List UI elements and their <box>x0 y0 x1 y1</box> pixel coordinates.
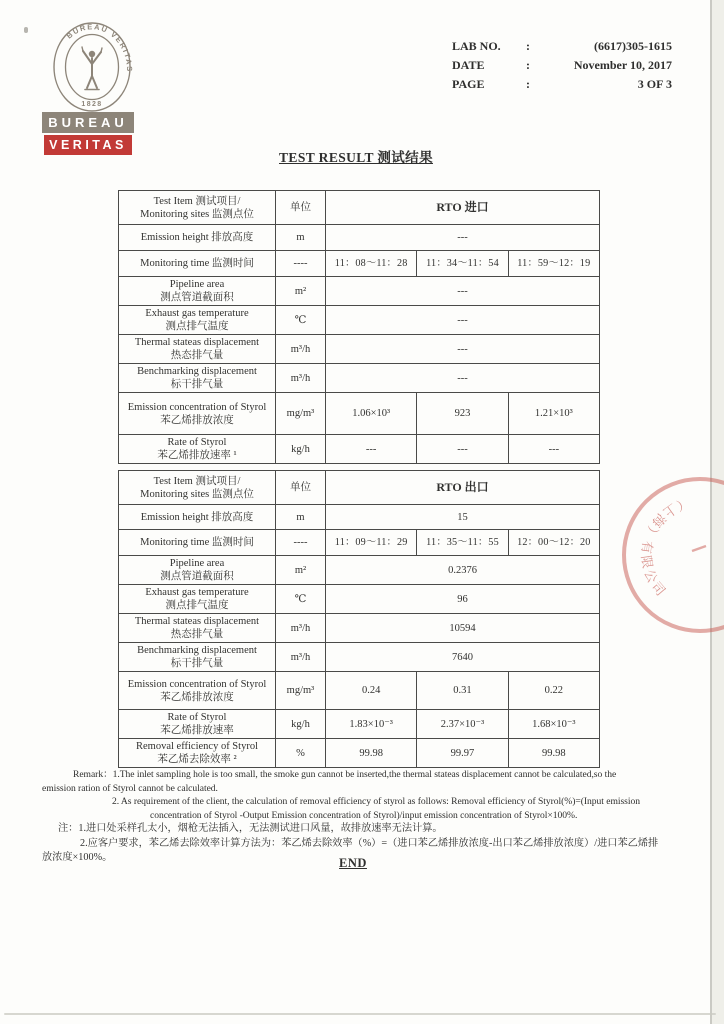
page-title: TEST RESULT 测试结果 <box>279 150 433 165</box>
label-zh: 苯乙烯排放速率 <box>160 725 234 736</box>
report-meta-block <box>452 37 672 94</box>
row-label <box>119 614 276 643</box>
table-row <box>119 710 600 739</box>
date-label: DATE <box>452 58 485 72</box>
unit-cell: m² <box>276 556 326 585</box>
page-colon: : <box>526 77 530 91</box>
row-label <box>119 225 276 251</box>
value-cell: 1.83×10⁻³ <box>326 710 417 739</box>
unit-cell: m <box>276 505 326 530</box>
table-row <box>119 672 600 710</box>
label-en: Pipeline area <box>169 279 225 290</box>
value-cell: 1.21×10³ <box>508 393 599 435</box>
remark-line: concentration of Styrol -Output Emission concentration of Styrol)/input emission concentration of Styrol×100%. <box>150 809 578 821</box>
unit-cell: m³/h <box>276 643 326 672</box>
value-cell: --- <box>417 435 508 464</box>
label-en: Benchmarking displacement <box>137 366 257 377</box>
row-label <box>119 435 276 464</box>
value-cell: 10594 <box>326 614 600 643</box>
table-row <box>119 393 600 435</box>
logo-arc-text: BUREAU VERITAS <box>64 22 134 73</box>
value-cell: 0.24 <box>326 672 417 710</box>
unit-cell: mg/m³ <box>276 672 326 710</box>
value-cell: --- <box>508 435 599 464</box>
row-label <box>119 306 276 335</box>
label-zh: 苯乙烯排放速率 ¹ <box>157 450 237 461</box>
value-cell: --- <box>326 364 600 393</box>
label-zh: 苯乙烯排放浓度 <box>160 414 234 426</box>
label-zh: 标干排气量 <box>170 379 224 390</box>
row-label <box>119 643 276 672</box>
stamp-text: （上海）有限公司 <box>638 494 692 601</box>
value-cell: 11：35～11：55 <box>417 530 508 556</box>
label-zh: 测点管道截面积 <box>160 292 234 303</box>
remark-line: 2. As requirement of the client, the calculation of removal efficiency of styrol as follows: Removal efficiency of Styrol(%)=(Input emission <box>112 796 640 807</box>
bureau-veritas-emblem-icon <box>50 18 134 114</box>
table-row <box>119 277 600 306</box>
logo-wordmark-veritas: VERITAS <box>44 135 132 155</box>
logo-figure-icon <box>82 47 102 90</box>
label-en: Exhaust gas temperature <box>145 308 249 319</box>
remark-line: 放浓度×100%。 <box>42 852 113 863</box>
value-cell: --- <box>326 335 600 364</box>
label-en: Removal efficiency of Styrol <box>136 741 258 752</box>
date-colon: : <box>526 58 530 72</box>
red-company-seal-stamp <box>600 448 724 663</box>
remarks-block <box>42 768 710 866</box>
table-header-row <box>119 191 600 225</box>
labno-colon: : <box>526 39 530 53</box>
row-label <box>119 364 276 393</box>
stamp-inner-mark <box>692 546 706 551</box>
remark-line: Remark：1.The inlet sampling hole is too small, the smoke gun cannot be inserted,the thermal stateas displacement cannot be calculated,so the <box>73 769 617 780</box>
value-cell: 0.22 <box>508 672 599 710</box>
label-zh: 热态排气量 <box>170 629 224 640</box>
result-table-rto-inlet <box>118 190 600 464</box>
table-row <box>119 335 600 364</box>
row-label <box>119 393 276 435</box>
header-item-cell <box>119 471 276 505</box>
meta-row-labno <box>452 37 672 56</box>
unit-cell: m³/h <box>276 335 326 364</box>
value-cell: 11：59～12：19 <box>508 251 599 277</box>
unit-cell: % <box>276 739 326 768</box>
value-cell: 7640 <box>326 643 600 672</box>
value-cell: 2.37×10⁻³ <box>417 710 508 739</box>
value-cell: --- <box>326 277 600 306</box>
label-zh: 标干排气量 <box>170 658 224 669</box>
header-item-line1: Test Item 测试项目/ <box>153 475 241 487</box>
value-cell: 11：08～11：28 <box>326 251 417 277</box>
remark-line: emission ration of Styrol cannot be calculated. <box>42 782 218 794</box>
label-en: Thermal stateas displacement <box>134 616 260 627</box>
row-label <box>119 556 276 585</box>
label-en: Exhaust gas temperature <box>145 587 249 598</box>
label-en: Emission concentration of Styrol <box>127 678 267 690</box>
end-marker: END <box>339 856 367 870</box>
table-row <box>119 306 600 335</box>
header-item-line2: Monitoring sites 监测点位 <box>140 208 254 220</box>
label-zh: 测点排气温度 <box>165 600 229 611</box>
value-cell: --- <box>326 225 600 251</box>
logo-year-text: 1828 <box>81 101 103 108</box>
unit-cell: m³/h <box>276 614 326 643</box>
header-item-cell <box>119 191 276 225</box>
row-label <box>119 672 276 710</box>
table-row <box>119 251 600 277</box>
label-en: Emission concentration of Styrol <box>127 401 267 413</box>
header-site-cell: RTO 出口 <box>326 471 600 505</box>
value-cell: 11：09～11：29 <box>326 530 417 556</box>
header-site-cell: RTO 进口 <box>326 191 600 225</box>
remark-line: 注：1.进口处采样孔太小，烟枪无法插入，无法测试进口风量，故排放速率无法计算。 <box>58 823 443 834</box>
table-row <box>119 643 600 672</box>
header-item-line2: Monitoring sites 监测点位 <box>140 488 254 500</box>
value-cell: 99.97 <box>417 739 508 768</box>
row-label <box>119 530 276 556</box>
unit-cell: mg/m³ <box>276 393 326 435</box>
label-zh: 热态排气量 <box>170 350 224 361</box>
value-cell: 0.2376 <box>326 556 600 585</box>
value-cell: 99.98 <box>508 739 599 768</box>
unit-cell: m <box>276 225 326 251</box>
value-cell: 96 <box>326 585 600 614</box>
page-value: 3 OF 3 <box>637 77 672 91</box>
header-unit-cell: 单位 <box>276 191 326 225</box>
row-label <box>119 277 276 306</box>
label-en: Benchmarking displacement <box>137 645 257 656</box>
value-cell: 1.06×10³ <box>326 393 417 435</box>
date-value: November 10, 2017 <box>573 58 672 72</box>
value-cell: 1.68×10⁻³ <box>508 710 599 739</box>
row-label <box>119 739 276 768</box>
unit-cell: ℃ <box>276 306 326 335</box>
unit-cell: m² <box>276 277 326 306</box>
row-label <box>119 505 276 530</box>
meta-row-page <box>452 75 672 94</box>
value-cell: 12：00～12：20 <box>508 530 599 556</box>
value-cell: --- <box>326 306 600 335</box>
meta-row-date <box>452 56 672 75</box>
label-en: Pipeline area <box>169 558 225 569</box>
scan-speck <box>24 27 28 33</box>
table-row <box>119 435 600 464</box>
label-en: Thermal stateas displacement <box>134 337 260 348</box>
table-row <box>119 585 600 614</box>
row-label <box>119 251 276 277</box>
value-cell: 0.31 <box>417 672 508 710</box>
label-text: Emission height 排放高度 <box>140 511 254 523</box>
table-row <box>119 530 600 556</box>
table-row <box>119 225 600 251</box>
value-cell: 99.98 <box>326 739 417 768</box>
label-en: Rate of Styrol <box>167 712 227 723</box>
header-unit-cell: 单位 <box>276 471 326 505</box>
label-text: Emission height 排放高度 <box>140 232 254 243</box>
value-cell: 11：34～11：54 <box>417 251 508 277</box>
label-zh: 苯乙烯排放浓度 <box>160 691 234 703</box>
unit-cell: ℃ <box>276 585 326 614</box>
label-zh: 苯乙烯去除效率 ² <box>157 754 237 765</box>
unit-cell: kg/h <box>276 710 326 739</box>
label-en: Rate of Styrol <box>167 437 227 448</box>
row-label <box>119 335 276 364</box>
label-text: Monitoring time 监测时间 <box>140 258 254 269</box>
label-text: Monitoring time 监测时间 <box>140 537 254 548</box>
svg-text:BUREAU VERITAS <box>65 22 134 73</box>
value-cell: 923 <box>417 393 508 435</box>
result-table-rto-outlet <box>118 470 600 768</box>
value-cell: --- <box>326 435 417 464</box>
row-label <box>119 585 276 614</box>
logo-wordmark-bureau: BUREAU <box>42 112 134 133</box>
page-edge-right <box>712 0 724 1024</box>
svg-text:（上海）有限公司 <box>638 495 692 601</box>
unit-cell: ---- <box>276 530 326 556</box>
table-header-row <box>119 471 600 505</box>
labno-label: LAB NO. <box>452 39 501 53</box>
table-row <box>119 614 600 643</box>
table-row <box>119 364 600 393</box>
page-edge-bottom <box>4 1013 716 1015</box>
page-label: PAGE <box>452 77 485 91</box>
unit-cell: m³/h <box>276 364 326 393</box>
table-row <box>119 505 600 530</box>
label-zh: 测点排气温度 <box>165 321 229 332</box>
row-label <box>119 710 276 739</box>
value-cell: 15 <box>326 505 600 530</box>
remark-line: 2.应客户要求，苯乙烯去除效率计算方法为：苯乙烯去除效率（%）=（进口苯乙烯排放浓度-出口苯乙烯排放浓度）/进口苯乙烯排 <box>80 837 659 849</box>
unit-cell: kg/h <box>276 435 326 464</box>
table-row <box>119 739 600 768</box>
labno-value: (6617)305-1615 <box>594 39 672 53</box>
label-zh: 测点管道截面积 <box>160 571 234 582</box>
header-item-line1: Test Item 测试项目/ <box>153 195 241 207</box>
table-row <box>119 556 600 585</box>
unit-cell: ---- <box>276 251 326 277</box>
